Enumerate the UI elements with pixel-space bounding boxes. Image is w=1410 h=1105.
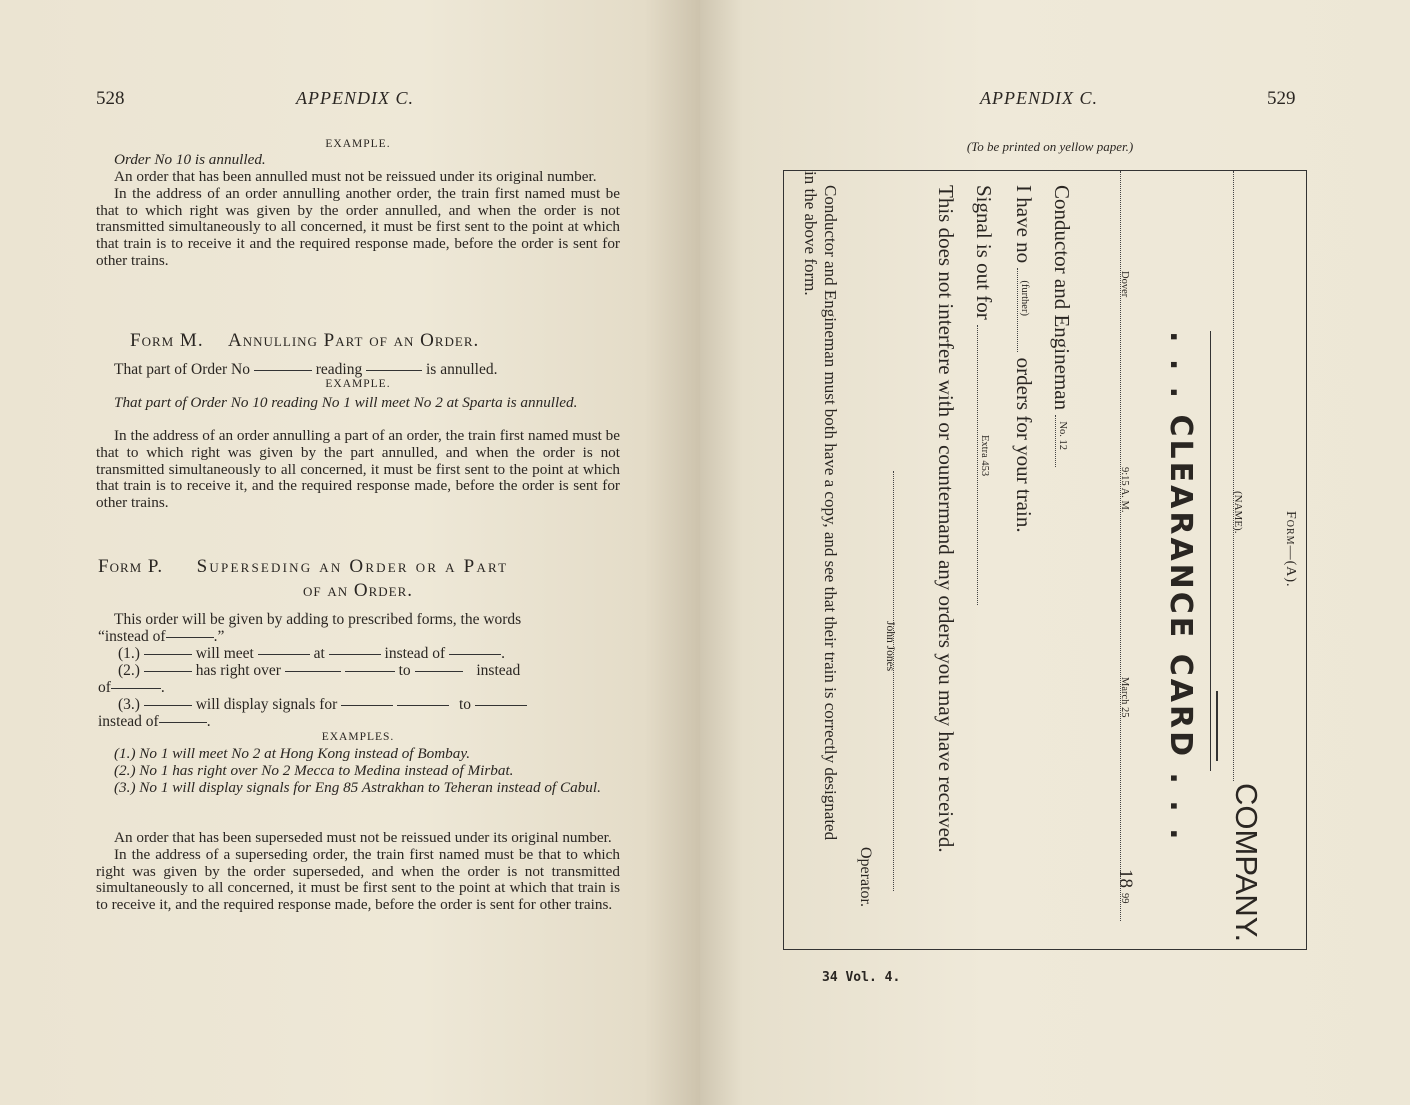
right-page (700, 0, 1410, 1105)
template-text: Signal is out for (972, 185, 996, 320)
interfere-line: This does not interfere with or countermand any orders you may have received. (934, 185, 958, 853)
form-p-line-3b: instead of . (98, 713, 211, 730)
template-text: to (398, 662, 411, 679)
template-text: instead of (98, 713, 159, 730)
annulled-paragraphs (96, 169, 620, 270)
example-text: Order No 10 is annulled. (114, 151, 266, 168)
example-item: (1.) No 1 will meet No 2 at Hong Kong instead of Bombay. (114, 745, 471, 762)
blank-line (144, 671, 192, 672)
form-p-intro: This order will be given by adding to prescribed forms, the words (114, 611, 522, 628)
template-text: will meet (195, 645, 254, 662)
form-label: Form—(A). (1283, 511, 1298, 588)
running-head: APPENDIX C. (296, 88, 414, 108)
template-text: at (313, 645, 325, 662)
example-item: (2.) No 1 has right over No 2 Mecca to Medina instead of Mirbat. (114, 761, 514, 779)
form-title: Annulling Part of an Order. (228, 330, 480, 351)
running-head: APPENDIX C. (980, 88, 1098, 108)
instruction-line-2: in the above form. (801, 171, 820, 296)
addressee (1049, 185, 1074, 467)
name-label: (NAME). (1232, 491, 1244, 534)
form-p-intro-2 (98, 628, 224, 645)
instruction-line-1: Conductor and Engineman must both have a copy, and see that their train is correctly designated (821, 185, 840, 841)
blank-line (341, 705, 393, 706)
form-m-template (114, 361, 497, 378)
template-text: of (98, 679, 111, 696)
year-rule (1216, 691, 1218, 761)
example-text: That part of Order No 10 reading No 1 will meet No 2 at Sparta is annulled. (114, 394, 578, 411)
form-m-heading (130, 330, 479, 352)
paragraph: An order that has been superseded must not be reissued under its original number. (114, 829, 612, 846)
blank-line (329, 654, 381, 655)
operator-label: Operator. (857, 847, 874, 907)
card-title: . . . CLEARANCE CARD . . . (1163, 331, 1198, 843)
template-text: will display signals for (195, 696, 338, 713)
clearance-card-content (784, 171, 1306, 949)
date: March 25 (1119, 677, 1130, 718)
form-label: Form P. (98, 556, 164, 577)
paragraph: An order that has been annulled must not be reissued under its original number. (114, 168, 597, 185)
template-text: orders for your train. (1012, 357, 1036, 533)
signal-fill: Extra 453 (979, 435, 990, 477)
template-text: reading (315, 361, 363, 378)
paragraph: In the address of a superseding order, the train first named must be that to which right was given by the order superseded, and when the order is not transmitted simultaneously to all concerned, it must be first sent to the point at which that train is to receive it, and the required response made, before the order is sent for other trains. (96, 845, 620, 914)
form-p-line-2 (118, 662, 520, 679)
blank-line (258, 654, 310, 655)
print-note: (To be printed on yellow paper.) (966, 139, 1134, 154)
addressee-text: Conductor and Engineman (1050, 185, 1074, 411)
form-p-line-3 (118, 696, 527, 713)
blank-line (397, 705, 449, 706)
orders-fill-line (1017, 268, 1030, 352)
template-text: I have no (1012, 185, 1036, 264)
clearance-card (783, 170, 1307, 950)
signer-name: John Jones (884, 621, 896, 672)
blank-line (285, 671, 341, 672)
form-label: Form M. (130, 330, 204, 351)
page-number: 529 (1267, 88, 1296, 109)
blank-line (475, 705, 527, 706)
line-number: (3.) (118, 696, 140, 713)
year-prefix: 18 (1115, 869, 1136, 888)
template-text: “instead of (98, 628, 166, 645)
example-label: EXAMPLE. (325, 138, 391, 150)
form-p-line-2b: of . (98, 679, 165, 696)
blank-line (415, 671, 463, 672)
form-m-paragraph (96, 428, 620, 512)
blank-line (254, 370, 312, 371)
blank-line (449, 654, 501, 655)
paragraph: In the address of an order annulling another order, the train first named must be that to which right was given by the order annulled, and when the order is not transmitted simultaneously to all concerned, it must be first sent to the point at which that train is to receive it and the required response made, before the order is sent for other trains. (96, 184, 620, 269)
name-dotted-line (1233, 171, 1254, 781)
left-page (0, 0, 700, 1105)
company-label: COMPANY. (1229, 783, 1264, 943)
template-text: to (458, 696, 472, 713)
page-number: 528 (96, 88, 125, 109)
example-item: (3.) No 1 will display signals for Eng 85 Astrakhan to Teheran instead of Cabul. (114, 778, 601, 796)
year-suffix: 99 (1119, 893, 1130, 904)
orders-line (1011, 185, 1036, 533)
time: 9:15 A. M. (1119, 467, 1130, 513)
signal-line (971, 185, 996, 605)
form-p-paragraphs (96, 830, 620, 914)
template-text: That part of Order No (114, 361, 251, 378)
signal-fill-line (977, 325, 990, 605)
blank-line (144, 654, 192, 655)
blank-line (345, 671, 395, 672)
template-text: instead of (384, 645, 446, 662)
train-no: No. 12 (1057, 421, 1068, 450)
template-text: is annulled. (426, 361, 498, 378)
title-rule (1210, 331, 1211, 771)
place: Dover (1119, 271, 1130, 298)
line-number: (1.) (118, 645, 140, 662)
blank-line (144, 705, 192, 706)
blank-line (366, 370, 422, 371)
example-label: EXAMPLE. (325, 378, 391, 390)
train-no-line (1055, 415, 1068, 467)
orders-fill: (further) (1019, 280, 1030, 316)
paragraph: In the address of an order annulling a part of an order, the train first named must be that to which right was given by the part annulled, and when the order is not transmitted simultaneously to all concerned, it must be first sent to the point at which that train is to receive it, and the required response made, before the order is sent for other trains. (96, 427, 620, 512)
blank-line (111, 688, 161, 689)
examples-label: EXAMPLES. (321, 731, 395, 743)
form-p-line-1: (1.) will meet at instead of . (118, 645, 505, 662)
template-text: instead (476, 662, 521, 679)
blank-line (159, 722, 207, 723)
form-p-title-line2: of an Order. (302, 580, 414, 601)
form-p-heading (98, 556, 620, 578)
template-text: .” (213, 628, 225, 645)
template-text: has right over (195, 662, 281, 679)
footer-signature: 34 Vol. 4. (822, 970, 901, 985)
examples-list (96, 746, 620, 796)
blank-line (166, 637, 214, 638)
line-number: (2.) (118, 662, 140, 679)
signature-line (893, 471, 916, 891)
form-title: Superseding an Order or a Part (196, 556, 509, 577)
